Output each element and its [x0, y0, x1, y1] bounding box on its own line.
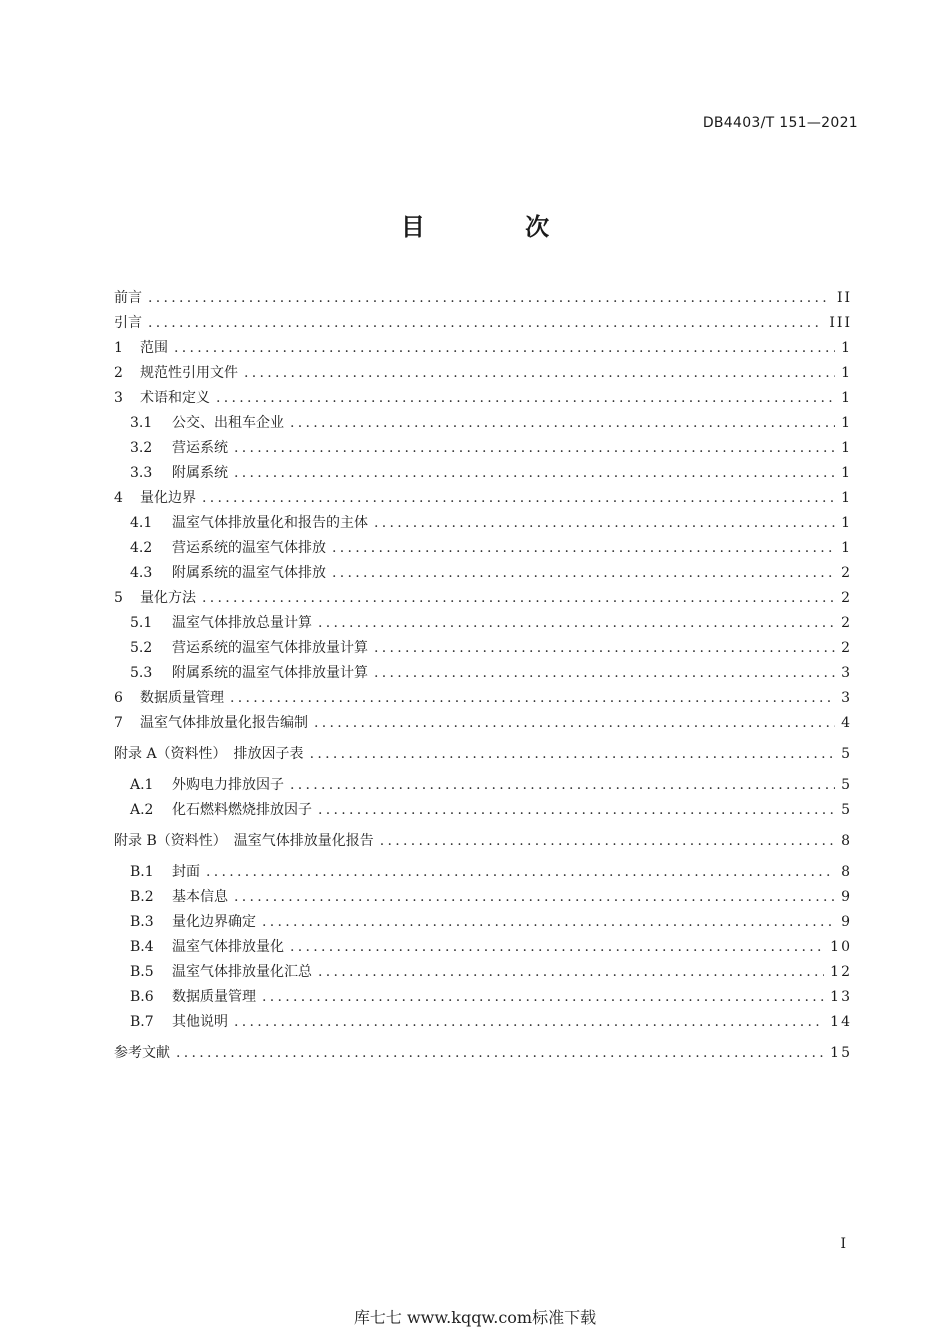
toc-entry-label: 其他说明 [172, 1014, 228, 1030]
toc-leader-dots [262, 910, 835, 935]
toc-entry-page: 13 [830, 989, 852, 1005]
document-code: DB4403/T 151—2021 [702, 115, 858, 131]
toc-entry-number: B.1 [130, 864, 154, 880]
toc-entry-label: 数据质量管理 [140, 690, 224, 706]
toc-entry-number: 3.2 [130, 440, 153, 456]
toc-entry-page: 1 [841, 490, 852, 506]
toc-entry-label: 量化方法 [140, 590, 196, 606]
toc-entry-page: 1 [841, 340, 852, 356]
toc-entry-label: 基本信息 [172, 889, 228, 905]
toc-entry-3[interactable] [114, 386, 852, 411]
toc-entry-label: 量化边界确定 [172, 914, 256, 930]
toc-entry-label: 温室气体排放量化 [172, 939, 284, 955]
toc-entry-b-7[interactable] [114, 1010, 852, 1035]
toc-entry-number: 1 [114, 340, 123, 356]
toc-entry-4-2[interactable] [114, 536, 852, 561]
toc-entry-label: 营运系统的温室气体排放 [172, 540, 326, 556]
toc-leader-dots [262, 985, 824, 1010]
toc-leader-dots [374, 511, 835, 536]
toc-entry-label: 封面 [172, 864, 200, 880]
toc-leader-dots [234, 461, 835, 486]
toc-entry-page: 4 [841, 715, 852, 731]
toc-leader-dots [290, 935, 824, 960]
toc-entry-number: 5.2 [130, 640, 153, 656]
toc-leader-dots [290, 411, 835, 436]
toc-entry-6[interactable] [114, 686, 852, 711]
toc-entry-label: 引言 [114, 315, 142, 331]
toc-entry-label: 外购电力排放因子 [172, 777, 284, 793]
toc-leader-dots [174, 336, 835, 361]
toc-leader-dots [310, 742, 836, 767]
toc-entry-b-4[interactable] [114, 935, 852, 960]
toc-leader-dots [374, 636, 835, 661]
toc-entry-number: A.2 [130, 802, 154, 818]
watermark-text: 库七七 www.kqqw.com标准下载 [353, 1308, 597, 1327]
toc-entry-number: 4.1 [130, 515, 153, 531]
toc-entry-a-2[interactable] [114, 798, 852, 823]
toc-leader-dots [318, 960, 824, 985]
toc-entry-label: 化石燃料燃烧排放因子 [172, 802, 312, 818]
toc-entry-b-6[interactable] [114, 985, 852, 1010]
page-number: I [840, 1236, 846, 1252]
toc-entry-5-3[interactable] [114, 661, 852, 686]
toc-entry-label: 范围 [140, 340, 168, 356]
toc-leader-dots [234, 436, 835, 461]
toc-entry-b-5[interactable] [114, 960, 852, 985]
toc-entry-page: 1 [841, 465, 852, 481]
toc-entry-page: 1 [841, 365, 852, 381]
toc-leader-dots [318, 611, 835, 636]
toc-entry-number: B.7 [130, 1014, 154, 1030]
toc-leader-dots [290, 773, 835, 798]
toc-entry-appendix-a[interactable] [114, 742, 852, 767]
toc-entry-page: 1 [841, 440, 852, 456]
toc-entry-page: 15 [830, 1045, 852, 1061]
toc-entry-page: 5 [841, 746, 852, 762]
toc-entry-b-2[interactable] [114, 885, 852, 910]
toc-entry-number: 5 [114, 590, 123, 606]
toc-entry-number: B.3 [130, 914, 154, 930]
toc-entry-a-1[interactable] [114, 773, 852, 798]
toc-entry-page: 8 [841, 833, 852, 849]
toc-entry-label: 附录 B（资料性） 温室气体排放量化报告 [114, 833, 374, 849]
toc-entry-page: 14 [830, 1014, 852, 1030]
toc-entry-page: 5 [841, 777, 852, 793]
toc-entry-number: B.6 [130, 989, 154, 1005]
toc-entry-5-1[interactable] [114, 611, 852, 636]
toc-entry-4-3[interactable] [114, 561, 852, 586]
toc-entry-number: 4.2 [130, 540, 153, 556]
toc-entry-page: 1 [841, 415, 852, 431]
toc-entry-label: 前言 [114, 290, 142, 306]
toc-entry-number: 3 [114, 390, 123, 406]
toc-entry-page: 1 [841, 390, 852, 406]
toc-entry-label: 温室气体排放量化和报告的主体 [172, 515, 368, 531]
toc-entry-label: 参考文献 [114, 1045, 170, 1061]
toc-entry-page: II [836, 290, 852, 306]
toc-entry-number: 4.3 [130, 565, 153, 581]
toc-entry-foreword[interactable] [114, 286, 852, 311]
toc-entry-label: 数据质量管理 [172, 989, 256, 1005]
toc-entry-number: B.5 [130, 964, 154, 980]
toc-entry-label: 营运系统 [172, 440, 228, 456]
toc-leader-dots [148, 311, 823, 336]
toc-leader-dots [244, 361, 835, 386]
toc-entry-2[interactable] [114, 361, 852, 386]
toc-entry-appendix-b[interactable] [114, 829, 852, 854]
toc-entry-number: 5.3 [130, 665, 153, 681]
toc-entry-number: 3.1 [130, 415, 153, 431]
toc-entry-number: 2 [114, 365, 123, 381]
toc-leader-dots [176, 1041, 824, 1066]
toc-entry-page: 1 [841, 515, 852, 531]
toc-entry-label: 温室气体排放总量计算 [172, 615, 312, 631]
toc-leader-dots [234, 1010, 824, 1035]
toc-entry-label: 规范性引用文件 [140, 365, 238, 381]
toc-entry-page: III [829, 315, 852, 331]
toc-entry-3-3[interactable] [114, 461, 852, 486]
toc-entry-label: 公交、出租车企业 [172, 415, 284, 431]
toc-entry-label: 附属系统的温室气体排放 [172, 565, 326, 581]
toc-entry-page: 3 [841, 690, 852, 706]
toc-entry-page: 9 [841, 914, 852, 930]
toc-entry-label: 附属系统 [172, 465, 228, 481]
toc-entry-page: 3 [841, 665, 852, 681]
toc-entry-page: 12 [830, 964, 852, 980]
toc-entry-number: B.2 [130, 889, 154, 905]
toc-entry-bibliography[interactable] [114, 1041, 852, 1066]
toc-leader-dots [314, 711, 835, 736]
toc-entry-label: 附录 A（资料性） 排放因子表 [114, 746, 304, 762]
toc-entry-3-1[interactable] [114, 411, 852, 436]
toc-entry-b-1[interactable] [114, 860, 852, 885]
toc-entry-5-2[interactable] [114, 636, 852, 661]
toc-entry-label: 术语和定义 [140, 390, 210, 406]
toc-leader-dots [230, 686, 835, 711]
toc-entry-page: 10 [830, 939, 852, 955]
toc-entry-page: 2 [841, 615, 852, 631]
toc-entry-number: A.1 [130, 777, 154, 793]
toc-entry-1[interactable] [114, 336, 852, 361]
toc-leader-dots [374, 661, 835, 686]
toc-leader-dots [380, 829, 835, 854]
toc-leader-dots [216, 386, 835, 411]
toc-entry-page: 8 [841, 864, 852, 880]
toc-entry-label: 量化边界 [140, 490, 196, 506]
toc-leader-dots [332, 536, 835, 561]
toc-entry-page: 9 [841, 889, 852, 905]
toc-leader-dots [206, 860, 835, 885]
toc-leader-dots [202, 586, 835, 611]
toc-entry-b-3[interactable] [114, 910, 852, 935]
toc-entry-number: 4 [114, 490, 123, 506]
toc-leader-dots [148, 286, 831, 311]
toc-entry-number: 5.1 [130, 615, 153, 631]
toc-entry-3-2[interactable] [114, 436, 852, 461]
toc-entry-7[interactable] [114, 711, 852, 736]
table-of-contents [114, 286, 852, 1066]
toc-leader-dots [332, 561, 835, 586]
toc-entry-page: 2 [841, 640, 852, 656]
toc-leader-dots [318, 798, 835, 823]
toc-entry-label: 营运系统的温室气体排放量计算 [172, 640, 368, 656]
toc-entry-number: 6 [114, 690, 123, 706]
toc-entry-label: 附属系统的温室气体排放量计算 [172, 665, 368, 681]
toc-entry-page: 2 [841, 590, 852, 606]
toc-entry-4[interactable] [114, 486, 852, 511]
toc-entry-page: 2 [841, 565, 852, 581]
toc-leader-dots [202, 486, 835, 511]
toc-entry-number: 3.3 [130, 465, 153, 481]
toc-entry-introduction[interactable] [114, 311, 852, 336]
toc-title: 目 次 [400, 213, 596, 241]
toc-entry-number: 7 [114, 715, 123, 731]
toc-entry-page: 5 [841, 802, 852, 818]
toc-entry-page: 1 [841, 540, 852, 556]
toc-entry-label: 温室气体排放量化报告编制 [140, 715, 308, 731]
toc-entry-5[interactable] [114, 586, 852, 611]
toc-leader-dots [234, 885, 835, 910]
toc-entry-4-1[interactable] [114, 511, 852, 536]
toc-entry-number: B.4 [130, 939, 154, 955]
toc-entry-label: 温室气体排放量化汇总 [172, 964, 312, 980]
